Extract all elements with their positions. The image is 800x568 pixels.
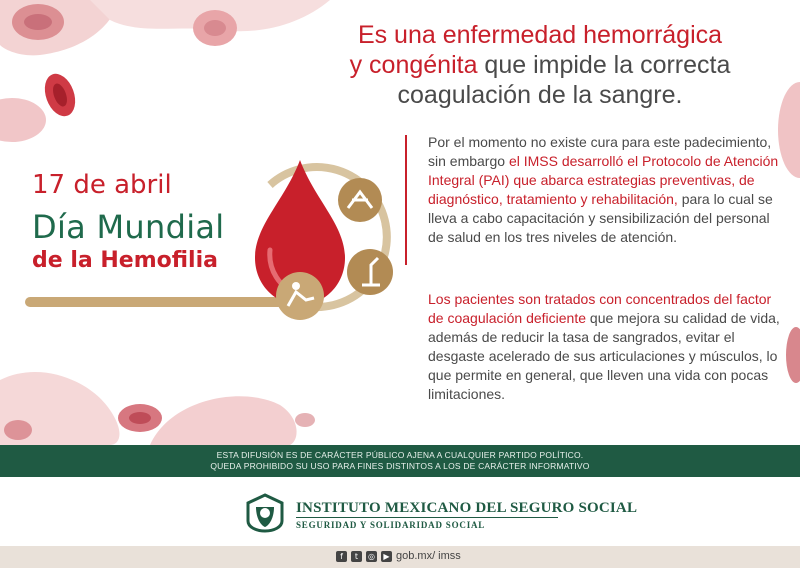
event-date: 17 de abril bbox=[32, 170, 172, 200]
website-link[interactable]: gob.mx/ imss bbox=[396, 550, 461, 562]
paragraph-1-text-b: para lo cual se lleva a cabo capacitación y sensibilización del personal de salud en los tres niveles de atención. bbox=[428, 191, 773, 245]
blood-cell bbox=[129, 412, 151, 424]
headline bbox=[300, 20, 780, 110]
paragraph-2 bbox=[428, 290, 788, 404]
disclaimer-line1: ESTA DIFUSIÓN ES DE CARÁCTER PÚBLICO AJENA A CUALQUIER PARTIDO POLÍTICO. bbox=[216, 450, 584, 460]
blood-cell bbox=[24, 14, 52, 30]
blood-cell bbox=[295, 413, 315, 427]
blood-cell bbox=[0, 98, 46, 142]
paragraph-1 bbox=[428, 133, 788, 247]
cell-shape bbox=[150, 396, 297, 445]
social-links bbox=[336, 551, 392, 562]
institution-rule bbox=[296, 517, 558, 518]
event-subtitle: de la Hemofilia bbox=[32, 248, 218, 273]
headline-line2: que impide la correcta bbox=[477, 51, 731, 79]
headline-line3: coagulación de la sangre. bbox=[397, 81, 683, 109]
disclaimer-line2: QUEDA PROHIBIDO SU USO PARA FINES DISTINTOS A LOS DE CARÁCTER INFORMATIVO bbox=[210, 461, 590, 471]
blood-cell bbox=[4, 420, 32, 440]
instagram-icon[interactable]: ◎ bbox=[366, 551, 377, 562]
facebook-icon[interactable]: f bbox=[336, 551, 347, 562]
headline-red-line2: y congénita bbox=[349, 51, 478, 79]
gold-bar bbox=[25, 297, 295, 307]
institution-name: INSTITUTO MEXICANO DEL SEGURO SOCIAL bbox=[296, 500, 638, 516]
paragraph-2-text: que mejora su calidad de vida, además de reducir la tasa de sangrados, evitar el desgaste acelerado de sus articulaciones y músculos, lo que permite en general, que lleven una vida con pocas limitaciones. bbox=[428, 310, 780, 402]
accent-divider bbox=[405, 135, 407, 265]
imss-logo-icon bbox=[244, 493, 286, 533]
blood-cell bbox=[786, 327, 800, 383]
event-title: Día Mundial bbox=[32, 208, 225, 246]
headline-red-line1: Es una enfermedad hemorrágica bbox=[357, 21, 723, 49]
person-head bbox=[292, 282, 300, 290]
blood-cell bbox=[204, 20, 226, 36]
paragraph-2-highlight: Los pacientes son tratados con concentrados del factor de coagulación deficiente bbox=[428, 291, 772, 326]
institution-motto: SEGURIDAD Y SOLIDARIDAD SOCIAL bbox=[296, 520, 486, 530]
disclaimer-text bbox=[0, 450, 800, 472]
paragraph-1-text-a: Por el momento no existe cura para este padecimiento, sin embargo bbox=[428, 134, 772, 169]
twitter-icon[interactable]: t bbox=[351, 551, 362, 562]
youtube-icon[interactable]: ▶ bbox=[381, 551, 392, 562]
paragraph-1-highlight: el IMSS desarrolló el Protocolo de Atención Integral (PAI) que abarca estrategias preventivas, de diagnóstico, tratamiento y rehabilitación, bbox=[428, 153, 779, 207]
